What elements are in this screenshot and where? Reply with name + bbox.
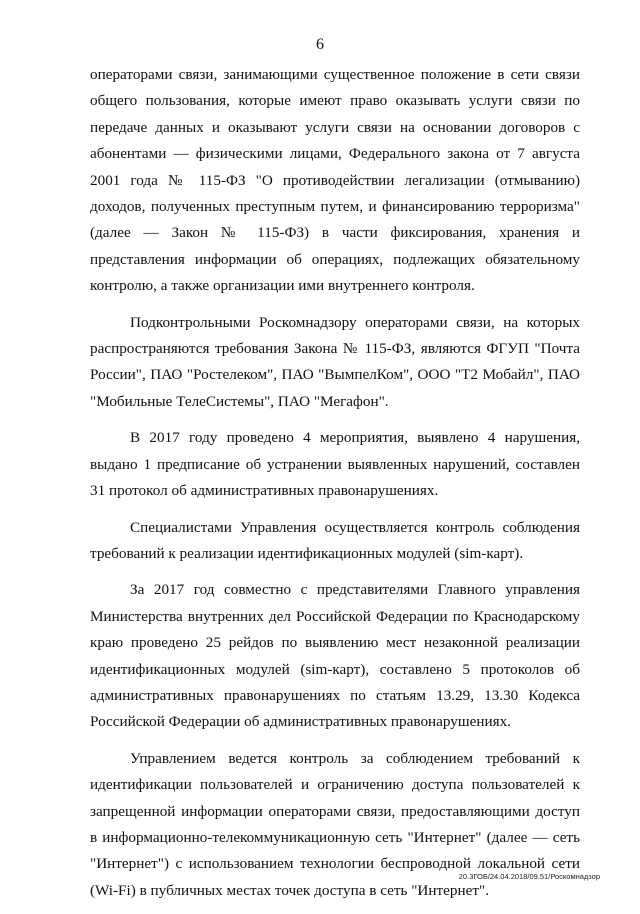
page-number: 6 [316,36,324,53]
paragraph-continuation: операторами связи, занимающими существенное положение в сети связи общего пользования, которые имеют право оказывать услуги связи по передаче данных и оказывают услуги связи на основании договоров с абонентами — физическими лицами, Федерального закона от 7 августа 2001 года № 115-ФЗ "О противодействии легализации (отмыванию) доходов, полученных преступным путем, и финансированию терроризма" (далее — Закон № 115-ФЗ) в части фиксирования, хранения и представления информации об операциях, подлежащих обязательному контролю, а также организации ими внутреннего контроля. [90,66,580,295]
footer-stamp: 20.3ГОБ/24.04.2018/09.51/Роскомнадзор [458,872,600,881]
paragraph-sim-control: Специалистами Управления осуществляется контроль соблюдения требований к реализации идентификационных модулей (sim-карт). [90,518,580,562]
paragraph-2017-results: В 2017 году проведено 4 мероприятия, выявлено 4 нарушения, выдано 1 предписание об устранении выявленных нарушений, составлен 31 протокол об административных правонарушениях. [90,429,580,500]
paragraph-operators: Подконтрольными Роскомнадзору операторами связи, на которых распространяются требования Закона № 115-ФЗ, являются ФГУП "Почта России", ПАО "Ростелеком", ПАО "ВымпелКом", ООО "Т2 Мобайл", ПАО "Мобильные ТелеСистемы", ПАО "Мегафон". [90,313,580,410]
document-body [90,62,580,914]
paragraph-wifi-control: Управлением ведется контроль за соблюдением требований к идентификации пользователей и ограничению доступа пользователей к запрещенной информации операторами связи, предоставляющими доступ в информационно-телекоммуникационную сеть "Интернет" (далее — сеть "Интернет") с использованием технологии беспроводной локальной сети (Wi-Fi) в публичных местах точек доступа в сеть "Интернет". [90,749,580,899]
paragraph-raids: За 2017 год совместно с представителями Главного управления Министерства внутренних дел Российской Федерации по Краснодарскому краю проведено 25 рейдов по выявлению мест незаконной реализации идентификационных модулей (sim-карт), составлено 5 протоколов об административных правонарушениях по статьям 13.29, 13.30 Кодекса Российской Федерации об административных правонарушениях. [90,581,580,731]
